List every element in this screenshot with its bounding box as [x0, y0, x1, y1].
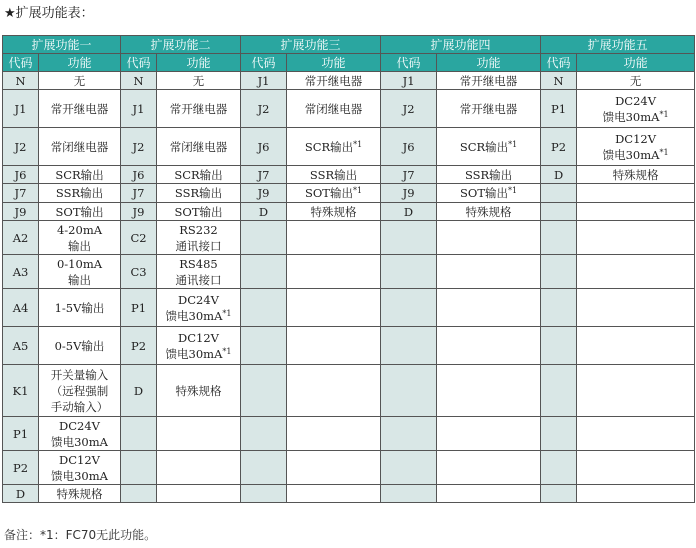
function-cell	[287, 365, 381, 417]
code-cell: J1	[381, 72, 437, 90]
table-row	[3, 72, 695, 90]
table-row	[3, 128, 695, 166]
function-cell	[577, 289, 695, 327]
code-cell	[241, 365, 287, 417]
title-text: 扩展功能表：	[15, 6, 94, 21]
function-cell: DC12V 馈电30mA	[39, 451, 121, 485]
function-cell	[287, 485, 381, 503]
code-cell: J9	[381, 184, 437, 203]
code-cell: J6	[3, 166, 39, 184]
function-cell: SCR输出	[39, 166, 121, 184]
code-cell	[541, 255, 577, 289]
function-header: 功能	[157, 54, 241, 72]
function-cell	[437, 451, 541, 485]
code-cell	[121, 417, 157, 451]
code-cell: J2	[121, 128, 157, 166]
function-cell	[577, 451, 695, 485]
code-cell	[241, 221, 287, 255]
function-cell: 开关量输入 （远程强制 手动输入）	[39, 365, 121, 417]
function-cell: 无	[157, 72, 241, 90]
page-title	[4, 6, 94, 22]
group-header: 扩展功能一	[3, 36, 121, 54]
function-cell: SOT输出	[39, 203, 121, 221]
code-cell: A2	[3, 221, 39, 255]
function-cell: SSR输出	[437, 166, 541, 184]
code-cell: A5	[3, 327, 39, 365]
function-cell: 1-5V输出	[39, 289, 121, 327]
function-cell: SSR输出	[157, 184, 241, 203]
code-cell	[381, 451, 437, 485]
function-cell: 常闭继电器	[39, 128, 121, 166]
function-cell: SOT输出$^{*1}$	[287, 184, 381, 203]
function-cell	[287, 289, 381, 327]
code-cell: P1	[3, 417, 39, 451]
function-cell	[157, 451, 241, 485]
function-cell: SCR输出$^{*1}$	[287, 128, 381, 166]
code-cell	[541, 184, 577, 203]
group-header: 扩展功能二	[121, 36, 241, 54]
code-cell: J9	[241, 184, 287, 203]
code-cell	[241, 451, 287, 485]
table-row	[3, 203, 695, 221]
code-cell	[241, 255, 287, 289]
code-header: 代码	[121, 54, 157, 72]
code-header: 代码	[541, 54, 577, 72]
function-cell: 常闭继电器	[287, 90, 381, 128]
extension-function-table	[2, 35, 695, 503]
code-cell	[121, 451, 157, 485]
function-cell: DC12V 馈电$30mA^{*1}$	[577, 128, 695, 166]
code-cell	[381, 289, 437, 327]
function-cell	[577, 417, 695, 451]
function-cell	[437, 417, 541, 451]
footnote-marker: *1	[353, 139, 363, 149]
function-cell: 4-20mA 输出	[39, 221, 121, 255]
function-cell: DC24V 馈电$30mA^{*1}$	[577, 90, 695, 128]
function-cell: 无	[39, 72, 121, 90]
function-cell	[577, 221, 695, 255]
table-row	[3, 90, 695, 128]
function-cell: 特殊规格	[39, 485, 121, 503]
function-cell	[437, 365, 541, 417]
code-cell	[241, 289, 287, 327]
footnote-marker: *1	[508, 186, 518, 195]
code-cell: N	[3, 72, 39, 90]
code-cell: J6	[241, 128, 287, 166]
function-cell: DC12V 馈电$30mA^{*1}$	[157, 327, 241, 365]
code-cell	[241, 485, 287, 503]
function-header: 功能	[437, 54, 541, 72]
function-cell	[287, 451, 381, 485]
code-cell: C2	[121, 221, 157, 255]
function-cell: DC24V 馈电$30mA^{*1}$	[157, 289, 241, 327]
code-cell: J6	[381, 128, 437, 166]
code-cell	[541, 289, 577, 327]
table-row	[3, 327, 695, 365]
code-cell	[541, 417, 577, 451]
function-header: 功能	[287, 54, 381, 72]
code-cell: J2	[381, 90, 437, 128]
table-row	[3, 451, 695, 485]
function-cell	[437, 221, 541, 255]
function-cell	[437, 289, 541, 327]
sub-header-row	[3, 54, 695, 72]
code-cell: D	[381, 203, 437, 221]
function-cell: 特殊规格	[437, 203, 541, 221]
function-cell: 特殊规格	[157, 365, 241, 417]
table-row	[3, 365, 695, 417]
function-cell: SSR输出	[39, 184, 121, 203]
code-cell: P1	[541, 90, 577, 128]
function-cell: 特殊规格	[287, 203, 381, 221]
function-cell	[577, 327, 695, 365]
function-cell: 常开继电器	[437, 72, 541, 90]
code-cell: J7	[3, 184, 39, 203]
code-cell	[541, 327, 577, 365]
code-cell	[541, 485, 577, 503]
footnote-marker: *1	[508, 139, 518, 149]
code-cell: N	[541, 72, 577, 90]
code-cell	[381, 221, 437, 255]
function-cell	[577, 365, 695, 417]
table-row	[3, 184, 695, 203]
function-cell	[437, 485, 541, 503]
function-cell: 无	[577, 72, 695, 90]
function-cell: DC24V 馈电30mA	[39, 417, 121, 451]
function-cell: 常开继电器	[157, 90, 241, 128]
table-row	[3, 221, 695, 255]
function-cell: 常开继电器	[287, 72, 381, 90]
function-cell: 常闭继电器	[157, 128, 241, 166]
group-header: 扩展功能五	[541, 36, 695, 54]
function-cell	[437, 327, 541, 365]
code-cell: N	[121, 72, 157, 90]
footnote-marker: *1	[352, 186, 363, 195]
group-header: 扩展功能三	[241, 36, 381, 54]
code-cell	[541, 451, 577, 485]
code-cell: D	[541, 166, 577, 184]
table-row	[3, 417, 695, 451]
code-cell: D	[3, 485, 39, 503]
code-cell	[121, 485, 157, 503]
function-cell: RS232 通讯接口	[157, 221, 241, 255]
code-cell	[241, 417, 287, 451]
function-cell: SOT输出	[157, 203, 241, 221]
code-cell	[541, 365, 577, 417]
star-icon: ★	[4, 6, 16, 21]
function-cell	[577, 203, 695, 221]
footnote: 备注：*1：FC70无此功能。	[4, 528, 157, 542]
code-cell: J2	[3, 128, 39, 166]
code-cell: P1	[121, 289, 157, 327]
function-cell: RS485 通讯接口	[157, 255, 241, 289]
function-cell: 0-5V输出	[39, 327, 121, 365]
function-cell	[157, 417, 241, 451]
table-body	[3, 72, 695, 503]
code-cell: J1	[3, 90, 39, 128]
function-cell: 常开继电器	[437, 90, 541, 128]
code-cell: J1	[241, 72, 287, 90]
function-cell	[577, 485, 695, 503]
code-cell: P2	[121, 327, 157, 365]
function-cell	[577, 184, 695, 203]
function-cell: 常开继电器	[39, 90, 121, 128]
function-cell: SSR输出	[287, 166, 381, 184]
function-cell: 0-10mA 输出	[39, 255, 121, 289]
code-header: 代码	[3, 54, 39, 72]
function-cell	[577, 255, 695, 289]
group-header: 扩展功能四	[381, 36, 541, 54]
code-cell: D	[121, 365, 157, 417]
code-cell: A3	[3, 255, 39, 289]
code-cell: J7	[121, 184, 157, 203]
code-cell	[381, 255, 437, 289]
code-cell	[241, 327, 287, 365]
function-cell	[287, 417, 381, 451]
table-row	[3, 485, 695, 503]
code-cell	[381, 365, 437, 417]
function-cell: SCR输出$^{*1}$	[437, 128, 541, 166]
code-cell: J2	[241, 90, 287, 128]
function-cell: 特殊规格	[577, 166, 695, 184]
table-row	[3, 166, 695, 184]
function-cell	[157, 485, 241, 503]
footnote-marker: *1	[659, 109, 669, 119]
code-cell	[381, 327, 437, 365]
code-cell: J6	[121, 166, 157, 184]
code-cell	[541, 221, 577, 255]
group-header-row	[3, 36, 695, 54]
code-cell: J7	[241, 166, 287, 184]
code-cell: D	[241, 203, 287, 221]
footnote-marker: *1	[222, 346, 232, 356]
table-row	[3, 255, 695, 289]
code-cell	[541, 203, 577, 221]
code-cell: J9	[3, 203, 39, 221]
code-cell	[381, 417, 437, 451]
footnote-marker: *1	[659, 147, 669, 157]
code-cell: A4	[3, 289, 39, 327]
function-cell	[287, 327, 381, 365]
code-header: 代码	[241, 54, 287, 72]
function-header: 功能	[577, 54, 695, 72]
code-cell: J9	[121, 203, 157, 221]
function-cell	[287, 221, 381, 255]
code-cell: P2	[541, 128, 577, 166]
code-cell: P2	[3, 451, 39, 485]
code-cell: J1	[121, 90, 157, 128]
code-cell: C3	[121, 255, 157, 289]
code-header: 代码	[381, 54, 437, 72]
table-row	[3, 289, 695, 327]
code-cell: J7	[381, 166, 437, 184]
function-cell	[437, 255, 541, 289]
function-cell: SOT输出$^{*1}$	[437, 184, 541, 203]
code-cell: K1	[3, 365, 39, 417]
code-cell	[381, 485, 437, 503]
function-header: 功能	[39, 54, 121, 72]
function-cell: SCR输出	[157, 166, 241, 184]
function-cell	[287, 255, 381, 289]
footnote-marker: *1	[222, 308, 232, 318]
